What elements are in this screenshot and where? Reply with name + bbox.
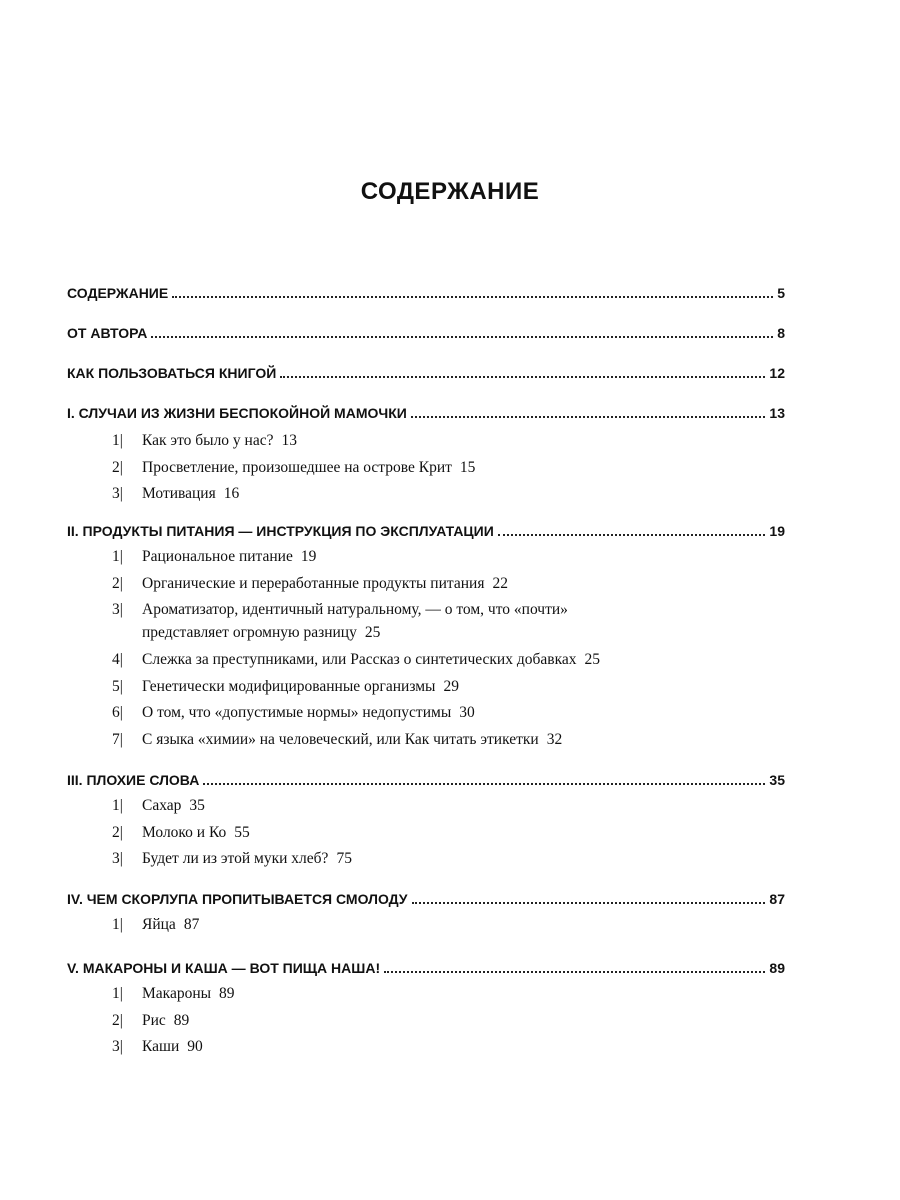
- toc-page-number: 89: [769, 960, 785, 976]
- toc-item-text: [142, 482, 672, 505]
- toc-item-number: 4|: [112, 651, 123, 668]
- toc-item-text: [142, 675, 672, 698]
- toc-page-number: 87: [769, 891, 785, 907]
- toc-item-line: Просветление, произошедшее на острове Крит: [142, 458, 452, 476]
- dot-leader: [498, 534, 766, 536]
- toc-section-title: ОТ АВТОРА: [67, 325, 148, 341]
- toc-item-line: представляет огромную разницу: [142, 624, 357, 641]
- toc-item-page: 87: [183, 916, 200, 933]
- toc-item-number: 2|: [112, 458, 123, 476]
- toc-section-title: III. ПЛОХИЕ СЛОВА: [67, 772, 200, 788]
- toc-section-title: КАК ПОЛЬЗОВАТЬСЯ КНИГОЙ: [67, 365, 277, 381]
- toc-section-title: СОДЕРЖАНИЕ: [67, 285, 169, 301]
- dot-leader: [280, 376, 765, 378]
- toc-item-text: [142, 913, 672, 936]
- toc-item-text: [142, 821, 672, 844]
- toc-item-page: 35: [189, 797, 205, 814]
- toc-item-row[interactable]: [112, 598, 672, 644]
- toc-item-line: Каши: [142, 1038, 180, 1055]
- toc-item-number: 3|: [112, 850, 123, 867]
- page-title: СОДЕРЖАНИЕ: [360, 178, 540, 205]
- toc-section-title: IV. ЧЕМ СКОРЛУПА ПРОПИТЫВАЕТСЯ СМОЛОДУ: [67, 891, 408, 907]
- toc-item-text: [142, 794, 672, 817]
- toc-item-line: С языка «химии» на человеческий, или Как читать этикетки: [142, 730, 539, 748]
- toc-item-row[interactable]: [112, 482, 672, 505]
- toc-item-page: 30: [459, 704, 475, 721]
- toc-item-number: 2|: [112, 574, 123, 592]
- toc-item-row[interactable]: [112, 913, 672, 936]
- toc-item-page: 25: [584, 651, 600, 668]
- toc-section-title: V. МАКАРОНЫ И КАША — ВОТ ПИЩА НАША!: [67, 960, 381, 976]
- toc-item-text: [142, 847, 672, 870]
- toc-item-text: [142, 701, 672, 724]
- toc-item-text: [142, 572, 672, 595]
- toc-item-number: 2|: [112, 823, 123, 841]
- toc-item-row[interactable]: [112, 847, 672, 870]
- toc-item-number: 1|: [112, 548, 123, 565]
- toc-item-line: О том, что «допустимые нормы» недопустимы: [142, 704, 452, 721]
- toc-item-text: [142, 1035, 672, 1058]
- toc-item-row[interactable]: [112, 648, 672, 671]
- toc-item-number: 3|: [112, 601, 123, 618]
- toc-item-number: 3|: [112, 485, 123, 502]
- toc-item-page: 22: [492, 574, 508, 592]
- toc-section-row[interactable]: [67, 400, 785, 422]
- toc-item-page: 15: [459, 458, 476, 476]
- toc-section-row[interactable]: [67, 518, 785, 540]
- toc-item-row[interactable]: [112, 821, 672, 844]
- toc-section-row[interactable]: [67, 886, 785, 908]
- toc-item-line: Мотивация: [142, 485, 216, 502]
- toc-item-line: Рациональное питание: [142, 548, 293, 565]
- toc-page-number: 8: [777, 325, 785, 341]
- toc-page-number: 19: [769, 523, 785, 539]
- toc-item-line: Будет ли из этой муки хлеб?: [142, 850, 329, 867]
- dot-leader: [151, 336, 773, 338]
- toc-item-row[interactable]: [112, 572, 672, 595]
- toc-item-page: 75: [336, 850, 352, 867]
- toc-section-row[interactable]: [67, 767, 785, 789]
- toc-item-row[interactable]: [112, 701, 672, 724]
- toc-item-row[interactable]: [112, 1009, 672, 1032]
- toc-page-number: 13: [769, 405, 785, 421]
- toc-item-text: [142, 648, 672, 671]
- dot-leader: [412, 902, 766, 904]
- toc-item-line: Слежка за преступниками, или Рассказ о синтетических добавках: [142, 651, 577, 668]
- toc-item-number: 1|: [112, 985, 123, 1002]
- toc-item-text: [142, 429, 672, 452]
- toc-item-page: 29: [443, 677, 459, 695]
- toc-item-text: [142, 728, 672, 751]
- toc-page-number: 5: [777, 285, 785, 301]
- toc-item-text: [142, 598, 672, 644]
- toc-item-page: 55: [234, 823, 250, 841]
- dot-leader: [384, 971, 765, 973]
- toc-item-number: 5|: [112, 677, 123, 695]
- toc-item-page: 13: [281, 432, 297, 449]
- toc-item-page: 90: [187, 1038, 203, 1055]
- toc-item-text: [142, 1009, 672, 1032]
- toc-item-page: 25: [364, 624, 381, 641]
- toc-item-line: Молоко и Ко: [142, 823, 227, 841]
- toc-item-line: Сахар: [142, 797, 182, 814]
- toc-page-number: 35: [769, 772, 785, 788]
- toc-item-line: Ароматизатор, идентичный натуральному, — о том, что «почти»: [142, 601, 568, 618]
- toc-item-number: 2|: [112, 1011, 123, 1029]
- toc-item-row[interactable]: [112, 794, 672, 817]
- toc-item-number: 1|: [112, 797, 123, 814]
- toc-item-number: 1|: [112, 432, 123, 449]
- toc-item-row[interactable]: [112, 1035, 672, 1058]
- dot-leader: [203, 783, 765, 785]
- toc-section-row[interactable]: [67, 955, 785, 977]
- toc-item-row[interactable]: [112, 429, 672, 452]
- toc-item-row[interactable]: [112, 456, 672, 479]
- toc-section-title: II. ПРОДУКТЫ ПИТАНИЯ — ИНСТРУКЦИЯ ПО ЭКСПЛУАТАЦИИ: [67, 523, 494, 539]
- toc-item-page: 89: [219, 985, 235, 1002]
- toc-item-number: 1|: [112, 916, 123, 933]
- toc-item-line: Макароны: [142, 985, 212, 1002]
- toc-item-page: 16: [223, 485, 240, 502]
- toc-item-text: [142, 456, 672, 479]
- toc-item-number: 6|: [112, 704, 123, 721]
- toc-section-row[interactable]: [67, 280, 785, 302]
- dot-leader: [172, 296, 773, 298]
- toc-item-line: Как это было у нас?: [142, 432, 274, 449]
- toc-section-title: I. СЛУЧАИ ИЗ ЖИЗНИ БЕСПОКОЙНОЙ МАМОЧКИ: [67, 405, 407, 421]
- toc-item-line: Яйца: [142, 916, 176, 933]
- toc-item-line: Рис: [142, 1011, 166, 1029]
- toc-item-text: [142, 545, 672, 568]
- toc-section-row[interactable]: [67, 320, 785, 342]
- toc-item-page: 32: [546, 730, 563, 748]
- dot-leader: [411, 416, 766, 418]
- toc-section-row[interactable]: [67, 360, 785, 382]
- toc-item-page: 89: [173, 1011, 190, 1029]
- toc-item-line: Органические и переработанные продукты питания: [142, 574, 485, 592]
- toc-page-number: 12: [769, 365, 785, 381]
- toc-item-line: Генетически модифицированные организмы: [142, 677, 436, 695]
- toc-item-number: 3|: [112, 1038, 123, 1055]
- toc-item-row[interactable]: [112, 675, 672, 698]
- toc-item-page: 19: [300, 548, 317, 565]
- toc-item-text: [142, 982, 672, 1005]
- toc-item-row[interactable]: [112, 982, 672, 1005]
- toc-item-row[interactable]: [112, 545, 672, 568]
- toc-item-number: 7|: [112, 730, 123, 748]
- toc-item-row[interactable]: [112, 728, 672, 751]
